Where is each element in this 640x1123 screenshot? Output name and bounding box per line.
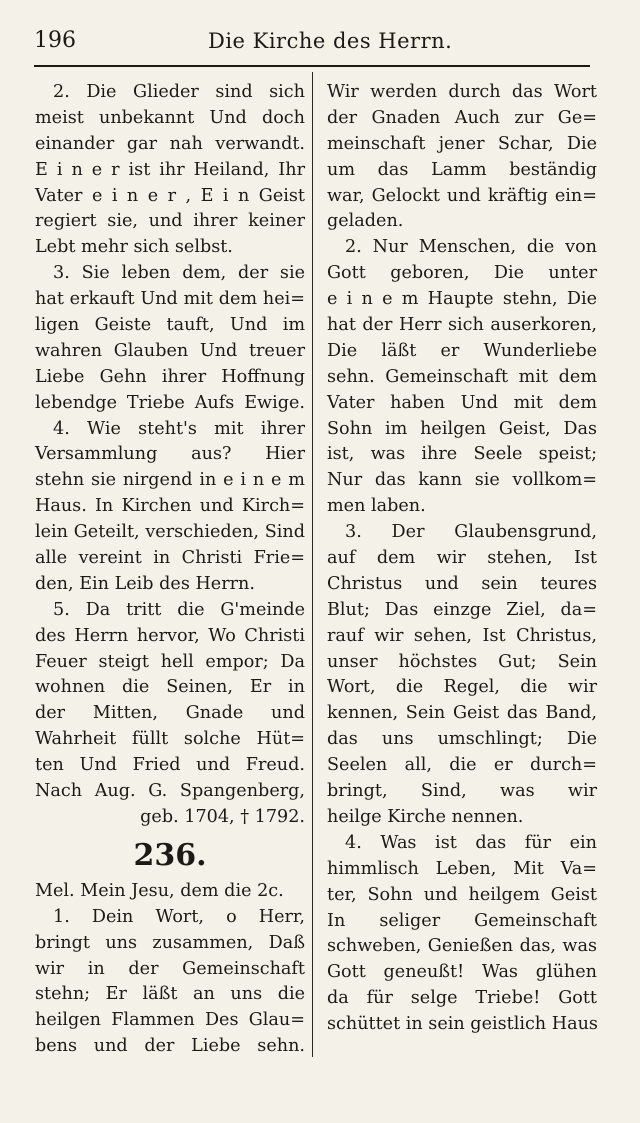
text-line: meist unbekannt Und doch	[35, 107, 305, 128]
text-line: 1. Dein Wort, o Herr,	[53, 906, 305, 927]
text-line: Wort, die Regel, die wir	[327, 677, 597, 698]
text-line: da für selge Triebe! Gott	[327, 988, 597, 1009]
text-line: schüttet in sein geistlich Haus	[327, 1014, 598, 1035]
text-line: bens und der Liebe sehn.	[35, 1036, 305, 1057]
text-line: himmlisch Leben, Mit Va=	[327, 858, 597, 879]
text-line: Feuer steigt hell empor; Da	[35, 651, 305, 672]
right-column	[327, 80, 597, 1038]
text-line: 4. Wie steht's mit ihrer	[53, 418, 305, 439]
text-line: men laben.	[327, 496, 426, 517]
text-line: ist, was ihre Seele speist;	[327, 444, 597, 465]
author-attribution: Nach Aug. G. Spangenberg,	[35, 781, 305, 802]
text-line: war, Gelockt und kräftig ein=	[327, 185, 597, 206]
text-line: sehn. Gemeinschaft mit dem	[327, 366, 597, 387]
text-line: heilgen Flammen Des Glau=	[35, 1010, 305, 1031]
text-line: rauf wir sehen, Ist Christus,	[327, 625, 597, 646]
text-line: Vater e i n e r , E i n Geist	[35, 185, 305, 206]
text-line: Wir werden durch das Wort	[327, 82, 597, 102]
text-line: Nur das kann sie vollkom=	[327, 470, 597, 491]
text-line: alle vereint in Christi Frie=	[35, 548, 305, 569]
text-line: regiert sie, und ihrer keiner	[35, 211, 305, 232]
text-line: der Gnaden Auch zur Ge=	[327, 107, 597, 128]
text-line: auf dem wir stehen, Ist	[327, 548, 597, 569]
text-line: bringt, Sind, was wir	[327, 781, 597, 802]
text-line: Liebe Gehn ihrer Hoffnung	[35, 366, 305, 387]
page-header	[0, 0, 640, 70]
text-line: stehn sie nirgend in e i n e m	[35, 470, 305, 491]
text-line: kennen, Sein Geist das Band,	[327, 703, 597, 724]
text-line: meinschaft jener Schar, Die	[327, 133, 597, 154]
text-line: unser höchstes Gut; Sein	[327, 651, 597, 672]
text-line: 2. Nur Menschen, die von	[345, 237, 597, 258]
text-line: um das Lamm beständig	[327, 159, 597, 180]
page-number: 196	[34, 28, 76, 53]
text-line: In seliger Gemeinschaft	[327, 910, 597, 931]
text-line: E i n e r ist ihr Heiland, Ihr	[35, 159, 305, 180]
text-line: Versammlung aus? Hier	[35, 444, 305, 465]
text-line: der Mitten, Gnade und	[35, 703, 305, 724]
text-line: ten Und Fried und Freud.	[35, 755, 305, 776]
text-line: lein Geteilt, verschieden, Sind	[35, 522, 305, 543]
text-line: bringt uns zusammen, Daß	[35, 932, 305, 953]
text-line: Sohn im heilgen Geist, Das	[327, 418, 597, 439]
text-line: einander gar nah verwandt.	[35, 133, 305, 154]
text-line: 2. Die Glieder sind sich	[53, 82, 305, 102]
text-line: heilge Kirche nennen.	[327, 806, 524, 827]
text-line: ligen Geiste tauft, Und im	[35, 315, 305, 336]
text-line: hat der Herr sich auserkoren,	[327, 315, 597, 336]
author-dates: geb. 1704, † 1792.	[140, 806, 305, 827]
text-line: stehn; Er läßt an uns die	[35, 984, 305, 1005]
text-line: 4. Was ist das für ein	[345, 832, 597, 853]
text-line: hat erkauft Und mit dem hei=	[35, 289, 305, 310]
column-divider	[312, 72, 313, 1057]
text-line: Seelen all, die er durch=	[327, 755, 597, 776]
text-line: Vater haben Und mit dem	[327, 392, 597, 413]
header-rule	[34, 65, 590, 67]
text-line: Gott geneußt! Was glühen	[327, 962, 597, 983]
text-line: Lebt mehr sich selbst.	[35, 237, 233, 258]
text-line: Die läßt er Wunderliebe	[327, 340, 597, 361]
text-line: Wahrheit füllt solche Hüt=	[35, 729, 305, 750]
text-line: den, Ein Leib des Herrn.	[35, 573, 255, 594]
text-line: Gott geboren, Die unter	[327, 263, 597, 284]
text-line: wir in der Gemeinschaft	[35, 958, 305, 979]
text-line: wahren Glauben Und treuer	[35, 340, 305, 361]
text-line: 5. Da tritt die G'meinde	[53, 599, 305, 620]
text-line: wohnen die Seinen, Er in	[35, 677, 305, 698]
text-line: e i n e m Haupte stehn, Die	[327, 289, 597, 310]
text-line: Blut; Das einzge Ziel, da=	[327, 599, 597, 620]
text-line: geladen.	[327, 211, 404, 232]
melody-indication: Mel. Mein Jesu, dem die 2c.	[35, 880, 284, 901]
text-line: Christus und sein teures	[327, 573, 597, 594]
text-line: das uns umschlingt; Die	[327, 729, 597, 750]
left-column	[35, 80, 305, 1060]
text-line: schweben, Genießen das, was	[327, 936, 597, 957]
running-title: Die Kirche des Herrn.	[208, 29, 453, 53]
text-line: ter, Sohn und heilgem Geist	[327, 884, 597, 905]
text-line: Haus. In Kirchen und Kirch=	[35, 496, 305, 517]
text-line: des Herrn hervor, Wo Christi	[35, 625, 305, 646]
text-line: lebendge Triebe Aufs Ewige.	[35, 392, 305, 413]
hymn-number: 236.	[133, 837, 207, 873]
text-line: 3. Sie leben dem, der sie	[53, 263, 305, 284]
text-line: 3. Der Glaubensgrund,	[345, 522, 597, 543]
